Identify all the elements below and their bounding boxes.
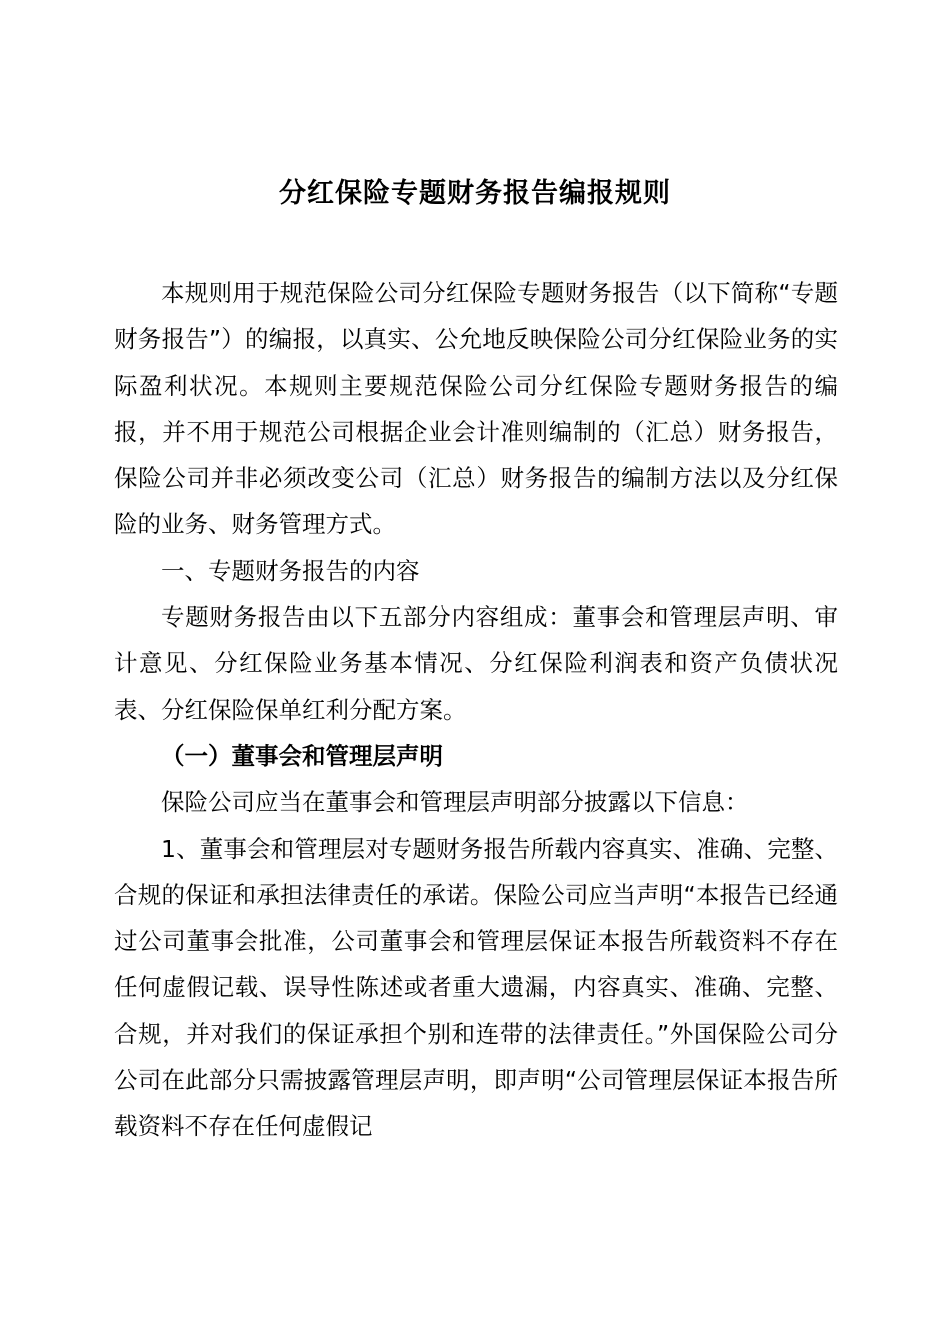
contents-paragraph: 专题财务报告由以下五部分内容组成：董事会和管理层声明、审计意见、分红保险业务基本情况、分红保险利润表和资产负债状况表、分红保险保单红利分配方案。 <box>114 603 838 724</box>
board-statement-intro: 保险公司应当在董事会和管理层声明部分披露以下信息： <box>161 788 749 817</box>
intro-paragraph: 本规则用于规范保险公司分红保险专题财务报告（以下简称“专题财务报告”）的编报，以真实、公允地反映保险公司分红保险业务的实际盈利状况。本规则主要规范保险公司分红保险专题财务报告的编报，并不用于规范公司根据企业会计准则编制的（汇总）财务报告，保险公司并非必须改变公司（汇总）财务报告的编制方法以及分红保险的业务、财务管理方式。 <box>114 279 838 539</box>
board-statement-item-1: 1、董事会和管理层对专题财务报告所载内容真实、准确、完整、合规的保证和承担法律责任的承诺。保险公司应当声明“本报告已经通过公司董事会批准，公司董事会和管理层保证本报告所载资料不存在任何虚假记载、误导性陈述或者重大遗漏，内容真实、准确、完整、合规，并对我们的保证承担个别和连带的法律责任。”外国保险公司分公司在此部分只需披露管理层声明，即声明“公司管理层保证本报告所载资料不存在任何虚假记 <box>114 834 838 1141</box>
document-title: 分红保险专题财务报告编报规则 <box>279 178 671 209</box>
section-heading-contents: 一、专题财务报告的内容 <box>161 556 420 585</box>
subsection-heading-board-statement: （一）董事会和管理层声明 <box>161 741 443 770</box>
document-body <box>114 270 838 1150</box>
